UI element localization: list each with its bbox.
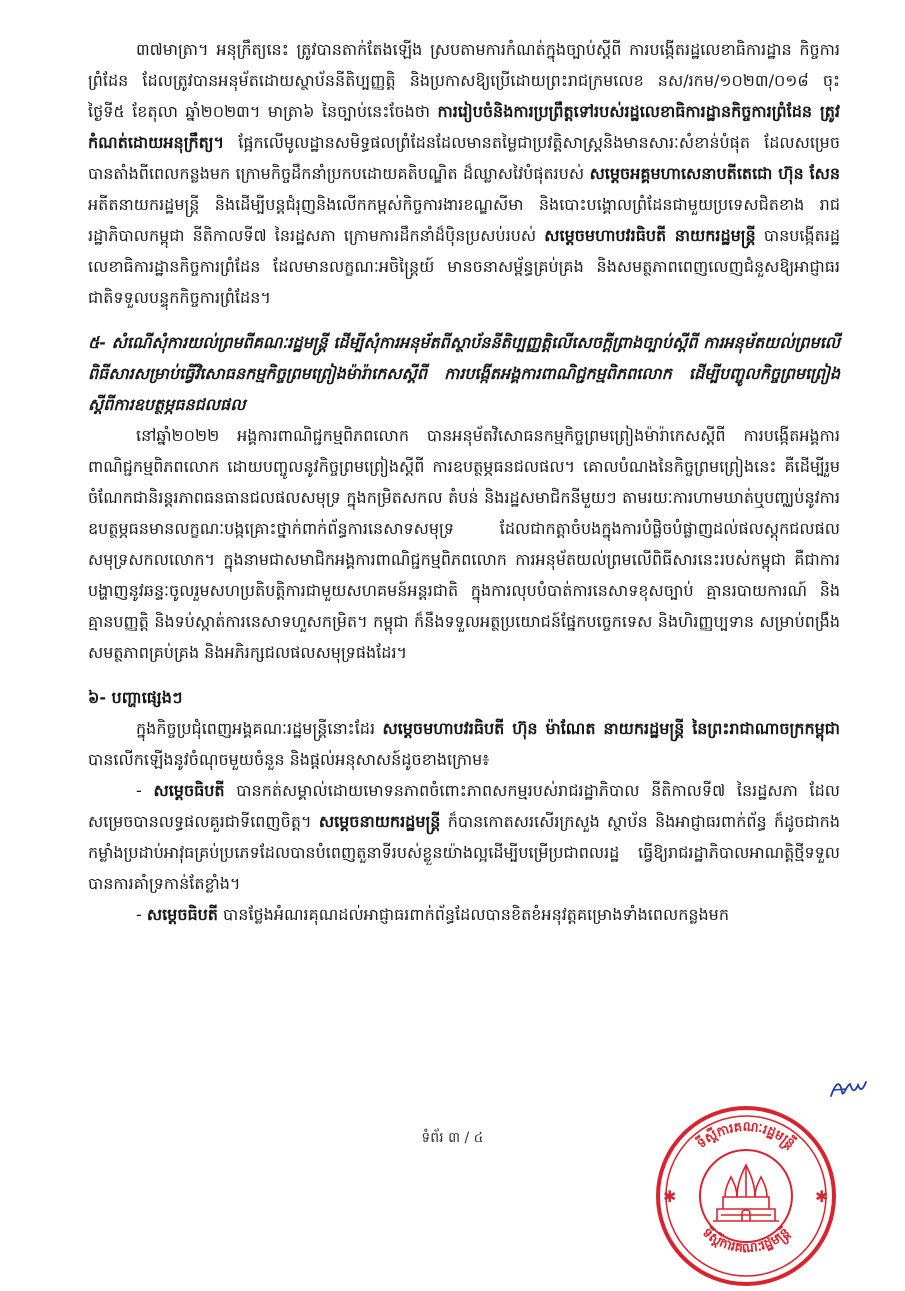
bullet-bold-name: សម្ដេចធិបតី [153, 781, 225, 800]
bullet-item-2 [88, 899, 840, 930]
paragraph-bold-text: ការរៀបចំនិងការប្រព្រឹត្តទៅរបស់រដ្ឋលេខាធិការដ្ឋានកិច្ចការព្រំដែន ត្រូវកំណត់ដោយអនុក្រឹត្យ។ [88, 102, 841, 152]
bullet-bold-name: សម្ដេចនាយករដ្ឋមន្ត្រី [318, 812, 441, 831]
paragraph-text: ៣៧មាត្រា។ អនុក្រឹត្យនេះ ត្រូវបានតាក់តែងឡើង ស្របតាមការកំណត់ក្នុងច្បាប់ស្ដីពី ការបង្កើតរដ្ឋលេខាធិការដ្ឋាន កិច្ចការព្រំដែន ដែលត្រូវបានអនុម័តដោយស្ថាប័ននីតិប្បញ្ញត្តិ និងប្រកាសឱ្យប្រើដោយព្រះរាជក្រមលេខ នស/រកម/១០២៣/០១៨ ចុះថ្ងៃទី៥ ខែតុលា ឆ្នាំ២០២៣។ មាត្រា៦ នៃច្បាប់នេះចែងថា [88, 40, 840, 121]
paragraph-misc-intro [88, 713, 840, 775]
seal-bottom-text: ទីស្តីការគណៈរដ្ឋមន្ត្រី [699, 1225, 793, 1257]
paragraph-secretariat [88, 34, 840, 313]
paragraph-text: បានបង្កើតរដ្ឋលេខាធិការដ្ឋានកិច្ចការព្រំដែន ដែលមានលក្ខណៈអចិន្ត្រៃយ៍ មានចនាសម្ព័ន្ធគ្រប់គ្រង និងសមត្ថភាពពេញលេញជំនួសឱ្យអាជ្ញាធរជាតិទទួលបន្ទុកកិច្ចការព្រំដែន។ [88, 226, 841, 307]
paragraph-text: ក្នុងកិច្ចប្រជុំពេញអង្គគណៈរដ្ឋមន្ត្រីនោះដែរ [136, 719, 383, 738]
page-number: ទំព័រ ៣ / ៤ [421, 1130, 484, 1146]
seal-star-left: ✱ [663, 1187, 677, 1206]
seal-top-text: ទីស្តីការគណៈរដ្ឋមន្ត្រី [694, 1119, 798, 1152]
signature-initials [828, 1076, 868, 1102]
section-heading-6: ៦- បញ្ហាផ្សេងៗ [88, 688, 183, 707]
bullet-dash: - [136, 781, 154, 800]
seal-star-right: ✱ [815, 1187, 829, 1206]
document-body [88, 34, 840, 930]
paragraph-text: អតីតនាយករដ្ឋមន្ត្រី និងដើម្បីបន្តជំរុញនិងលើកកម្ពស់កិច្ចការងារខណ្ឌសីមា និងបោះបង្គោលព្រំដែនជាមួយប្រទេសជិតខាង រាជរដ្ឋាភិបាលកម្ពុជា នីតិកាលទី៧ នៃរដ្ឋសភា ក្រោមការដឹកនាំដ៏ប៉ិនប្រសប់របស់ [88, 195, 840, 245]
bullet-text: បានកត់សម្គាល់ដោយមោទនភាពចំពោះភាពសកម្មរបស់រាជរដ្ឋាភិបាល នីតិកាលទី៧ នៃរដ្ឋសភា ដែលសម្រេចបានលទ្ធផលគួរជាទីពេញចិត្ត។ [88, 781, 841, 831]
section-heading-5: ៥- សំណើសុំការយល់ព្រមពីគណៈរដ្ឋមន្ត្រី ដើម្បីសុំការអនុម័តពីស្ថាប័ននីតិប្បញ្ញត្តិលើសេចក្ដីព្រាងច្បាប់ស្ដីពី ការអនុម័តយល់ព្រមលើពិធីសារសម្រាប់ធ្វើវិសោធនកម្មកិច្ចព្រមព្រៀងម៉ារ៉ាកេសស្ដីពី ការបង្កើតអង្គការពាណិជ្ជកម្មពិភពលោក ដើម្បីបញ្ចូលកិច្ចព្រមព្រៀងស្ដីពីការឧបត្ថម្ភធនជលផល [88, 333, 840, 414]
bullet-bold-name: សម្ដេចធិបតី [146, 905, 218, 924]
bullet-dash: - [136, 905, 147, 924]
bullet-text: បានថ្លែងអំណរគុណដល់អាជ្ញាធរពាក់ព័ន្ធដែលបានខិតខំអនុវត្តគម្រោងទាំងពេលកន្លងមក [223, 905, 729, 924]
paragraph-bold-name: សម្ដេចមហាបវរធិបតី នាយករដ្ឋមន្ត្រី [544, 226, 756, 245]
paragraph-text: ផ្អែកលើមូលដ្ឋានសមិទ្ធផលព្រំដែនដែលមានតម្លៃជាប្រវត្តិសាស្ត្រនិងមានសារៈសំខាន់បំផុត ដែលសម្រេចបានតាំងពីពេលកន្លងមក ក្រោមកិច្ចដឹកនាំប្រកបដោយគតិបណ្ឌិត ដ៏ឈ្លាសវៃបំផុតរបស់ [88, 133, 840, 183]
bullet-item-1 [88, 775, 840, 899]
paragraph-fisheries: នៅឆ្នាំ២០២២ អង្គការពាណិជ្ជកម្មពិភពលោក បានអនុម័តវិសោធនកម្មកិច្ចព្រមព្រៀងម៉ារ៉ាកេសស្ដីពី ការបង្កើតអង្គការពាណិជ្ជកម្មពិភពលោក ដោយបញ្ចូលនូវកិច្ចព្រមព្រៀងស្ដីពី ការឧបត្ថម្ភធនជលផល។ គោលបំណងនៃកិច្ចព្រមព្រៀងនេះ គឺដើម្បីរួមចំណែកជានិរន្តរភាពធនធានជលផលសមុទ្រ ក្នុងកម្រិតសកល តំបន់ និងរដ្ឋសមាជិកនីមួយៗ តាមរយៈការហាមឃាត់ឬបញ្ឈប់នូវការឧបត្ថម្ភធនមានលក្ខណៈបង្កគ្រោះថ្នាក់ពាក់ព័ន្ធការនេសាទសមុទ្រ ដែលជាកត្តាចំបងក្នុងការបំផ្លិចបំផ្លាញដល់ផលស្តុកជលផលសមុទ្រសកលលោក។ ក្នុងនាមជាសមាជិកអង្គការពាណិជ្ជកម្មពិភពលោក ការអនុម័តយល់ព្រមលើពិធីសារនេះរបស់កម្ពុជា គឺជាការបង្ហាញនូវឆន្ទៈចូលរួមសហប្រតិបត្តិការជាមួយសហគមន៍អន្តរជាតិ ក្នុងការលុបបំបាត់ការនេសាទខុសច្បាប់ គ្មានរបាយការណ៍ និងគ្មានបញ្ញត្តិ និងទប់ស្កាត់ការនេសាទហួសកម្រិត។ កម្ពុជា ក៏នឹងទទួលអត្ថប្រយោជន៍ផ្នែកបច្ចេកទេស និងហិរញ្ញប្បទាន សម្រាប់ពង្រឹងសមត្ថភាពគ្រប់គ្រង និងអភិរក្សជលផលសមុទ្រផងដែរ។ [88, 426, 840, 662]
paragraph-bold-name: សម្ដេចមហាបវរធិបតី ហ៊ុន ម៉ាណែត នាយករដ្ឋមន្ត្រី នៃព្រះរាជាណាចក្រកម្ពុជា [382, 719, 841, 738]
paragraph-text: បានលើកឡើងនូវចំណុចមួយចំនួន និងផ្ដល់អនុសាសន៍ដូចខាងក្រោម៖ [88, 750, 490, 769]
bullet-text: ក៏បានកោតសរសើរក្រសួង ស្ថាប័ន និងអាជ្ញាធរពាក់ព័ន្ធ ក៏ដូចជាកងកម្លាំងប្រដាប់អាវុធគ្រប់ប្រភេទដែលបានបំពេញតួនាទីរបស់ខ្លួនយ៉ាងល្អដើម្បីបម្រើប្រជាពលរដ្ឋ ធ្វើឱ្យរាជរដ្ឋាភិបាលអាណត្តិថ្មីទទួលបានការគាំទ្រកាន់តែខ្លាំង។ [88, 812, 840, 893]
paragraph-bold-name: សម្ដេចអគ្គមហាសេនាបតីតេជោ ហ៊ុន សែន [589, 164, 841, 183]
temple-emblem-icon [713, 1165, 779, 1221]
